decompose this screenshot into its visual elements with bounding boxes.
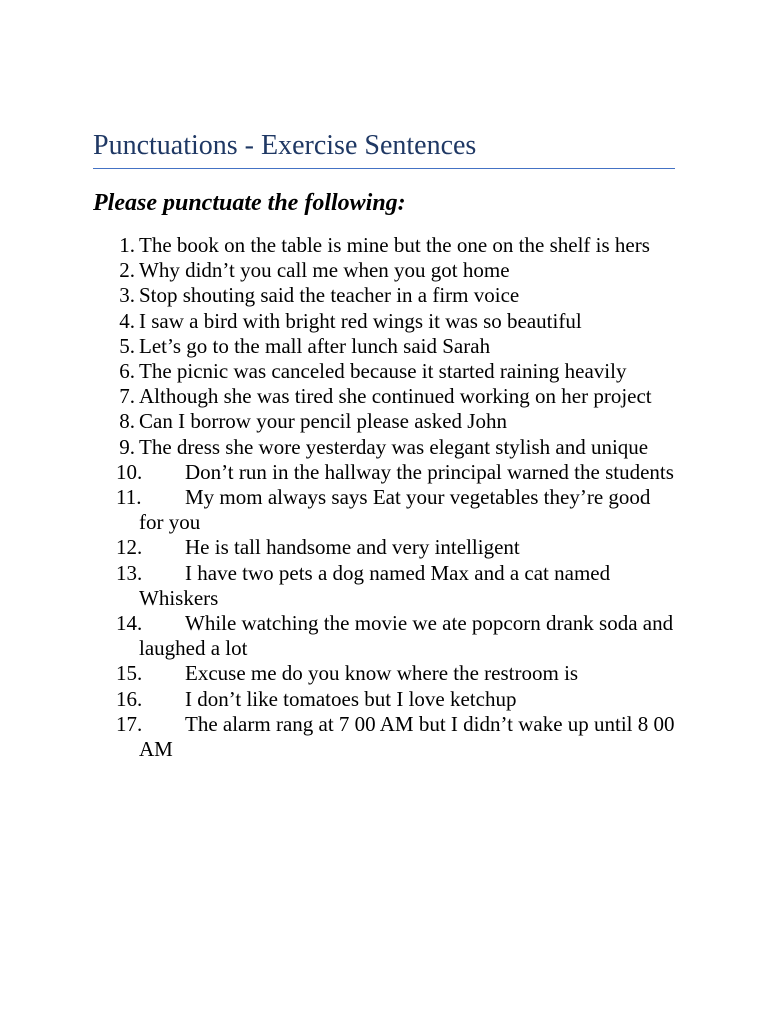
exercise-list — [93, 233, 675, 762]
item-text: I saw a bird with bright red wings it was so beautiful — [139, 308, 582, 333]
item-text: I don’t like tomatoes but I love ketchup — [185, 686, 517, 711]
list-item — [93, 409, 675, 434]
item-number: 17. — [116, 711, 143, 736]
document-title: Punctuations - Exercise Sentences — [93, 128, 675, 169]
item-text: He is tall handsome and very intelligent — [185, 535, 520, 560]
item-number: 13. — [116, 560, 143, 585]
instructions-heading: Please punctuate the following: — [93, 190, 406, 216]
list-item — [93, 712, 675, 762]
item-number: 5. — [119, 333, 135, 358]
list-item — [93, 309, 675, 334]
item-text: While watching the movie we ate popcorn drank soda and laughed a lot — [139, 611, 674, 661]
item-text: Although she was tired she continued working on her project — [139, 384, 652, 409]
item-text: The picnic was canceled because it started raining heavily — [139, 359, 627, 384]
list-item — [93, 535, 675, 560]
item-number: 9. — [119, 434, 135, 459]
item-number: 14. — [116, 611, 143, 636]
list-item — [93, 561, 675, 611]
list-item — [93, 233, 675, 258]
item-number: 1. — [119, 233, 135, 257]
item-text: Can I borrow your pencil please asked John — [139, 409, 507, 434]
item-number: 16. — [116, 686, 143, 711]
item-number: 4. — [119, 308, 135, 333]
list-item — [93, 435, 675, 460]
item-text: I have two pets a dog named Max and a cat named Whiskers — [139, 560, 611, 610]
item-text: My mom always says Eat your vegetables they’re good for you — [139, 485, 651, 535]
item-text: Let’s go to the mall after lunch said Sarah — [139, 333, 491, 358]
item-text: Why didn’t you call me when you got home — [139, 258, 510, 283]
item-number: 12. — [116, 535, 143, 560]
item-text: Don’t run in the hallway the principal warned the students — [185, 459, 674, 484]
list-item — [93, 334, 675, 359]
item-text: Stop shouting said the teacher in a firm voice — [139, 283, 520, 308]
list-item — [93, 283, 675, 308]
item-number: 10. — [116, 459, 143, 484]
document-page — [93, 128, 675, 762]
item-number: 15. — [116, 661, 143, 686]
list-item — [93, 485, 675, 535]
list-item — [93, 460, 675, 485]
list-item — [93, 359, 675, 384]
item-number: 6. — [119, 359, 135, 384]
item-number: 8. — [119, 409, 135, 434]
item-text: Excuse me do you know where the restroom is — [185, 661, 579, 686]
list-item — [93, 687, 675, 712]
list-item — [93, 611, 675, 661]
list-item — [93, 258, 675, 283]
item-number: 11. — [116, 485, 142, 510]
item-text: The book on the table is mine but the one on the shelf is hers — [139, 233, 650, 257]
item-number: 7. — [119, 384, 135, 409]
item-text: The alarm rang at 7 00 AM but I didn’t wake up until 8 00 AM — [139, 711, 675, 762]
item-number: 2. — [119, 258, 135, 283]
item-text: The dress she wore yesterday was elegant stylish and unique — [139, 434, 649, 459]
list-item — [93, 384, 675, 409]
item-number: 3. — [119, 283, 135, 308]
list-item — [93, 661, 675, 686]
